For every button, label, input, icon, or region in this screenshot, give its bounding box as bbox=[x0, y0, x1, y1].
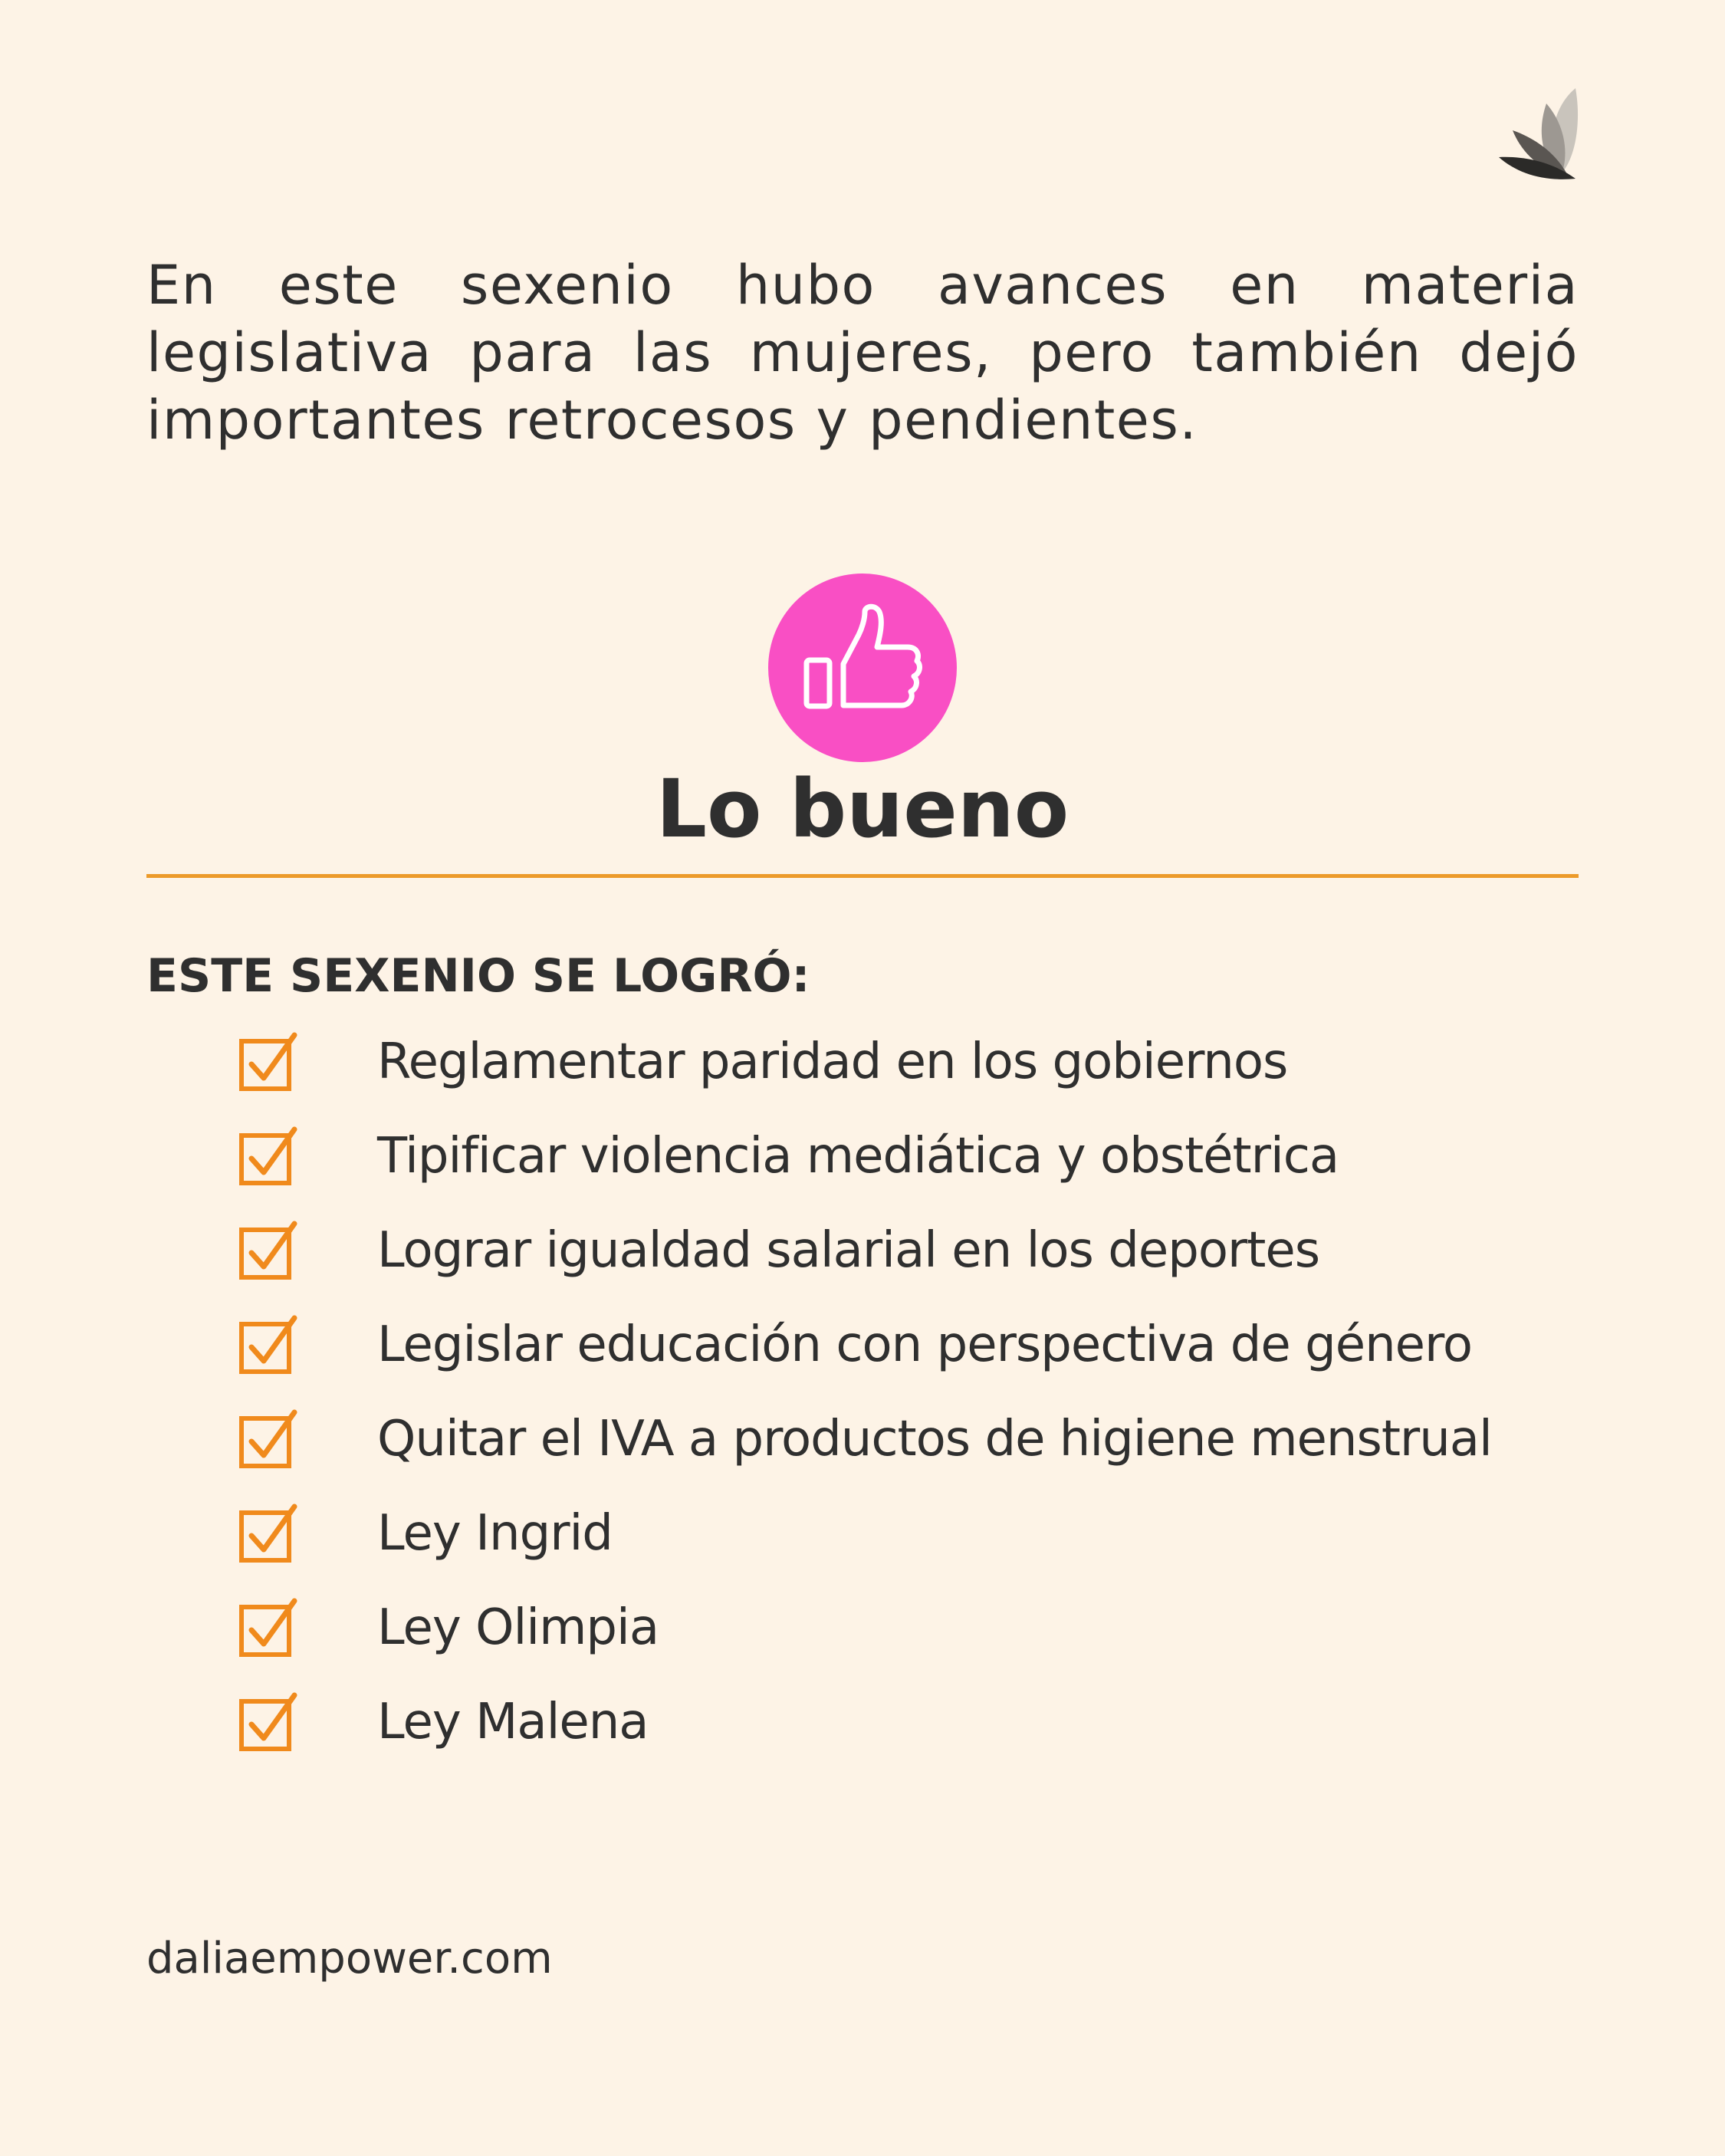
checked-box-icon bbox=[239, 1411, 297, 1469]
website-url: daliaempower.com bbox=[146, 1934, 553, 1983]
list-item-label: Legislar educación con perspectiva de género bbox=[377, 1316, 1473, 1373]
intro-paragraph: En este sexenio hubo avances en materia legislativa para las mujeres, pero también dejó importantes retrocesos y pendientes. bbox=[146, 254, 1579, 452]
list-item bbox=[239, 1034, 1581, 1128]
checked-box-icon bbox=[239, 1694, 297, 1752]
achievements-heading: ESTE SEXENIO SE LOGRÓ: bbox=[146, 949, 810, 1003]
list-item bbox=[239, 1505, 1581, 1599]
leaf-petals-logo-icon bbox=[1499, 88, 1579, 180]
list-item bbox=[239, 1411, 1581, 1505]
list-item-label: Reglamentar paridad en los gobiernos bbox=[377, 1034, 1288, 1090]
list-item-label: Ley Malena bbox=[377, 1694, 649, 1750]
list-item-label: Lograr igualdad salarial en los deportes bbox=[377, 1222, 1320, 1279]
checked-box-icon bbox=[239, 1505, 297, 1563]
section-title: Lo bueno bbox=[656, 762, 1070, 856]
list-item bbox=[239, 1316, 1581, 1411]
checked-box-icon bbox=[239, 1599, 297, 1658]
list-item-label: Ley Olimpia bbox=[377, 1599, 659, 1656]
list-item bbox=[239, 1694, 1581, 1788]
list-item-label: Tipificar violencia mediática y obstétrica bbox=[377, 1128, 1339, 1185]
list-item bbox=[239, 1599, 1581, 1694]
checked-box-icon bbox=[239, 1034, 297, 1092]
checked-box-icon bbox=[239, 1128, 297, 1186]
list-item bbox=[239, 1222, 1581, 1316]
checked-box-icon bbox=[239, 1222, 297, 1280]
thumbs-up-icon bbox=[768, 574, 957, 762]
achievements-list bbox=[239, 1034, 1581, 1788]
section-divider bbox=[146, 874, 1579, 878]
list-item-label: Quitar el IVA a productos de higiene menstrual bbox=[377, 1411, 1492, 1467]
checked-box-icon bbox=[239, 1316, 297, 1375]
list-item-label: Ley Ingrid bbox=[377, 1505, 613, 1562]
list-item bbox=[239, 1128, 1581, 1222]
